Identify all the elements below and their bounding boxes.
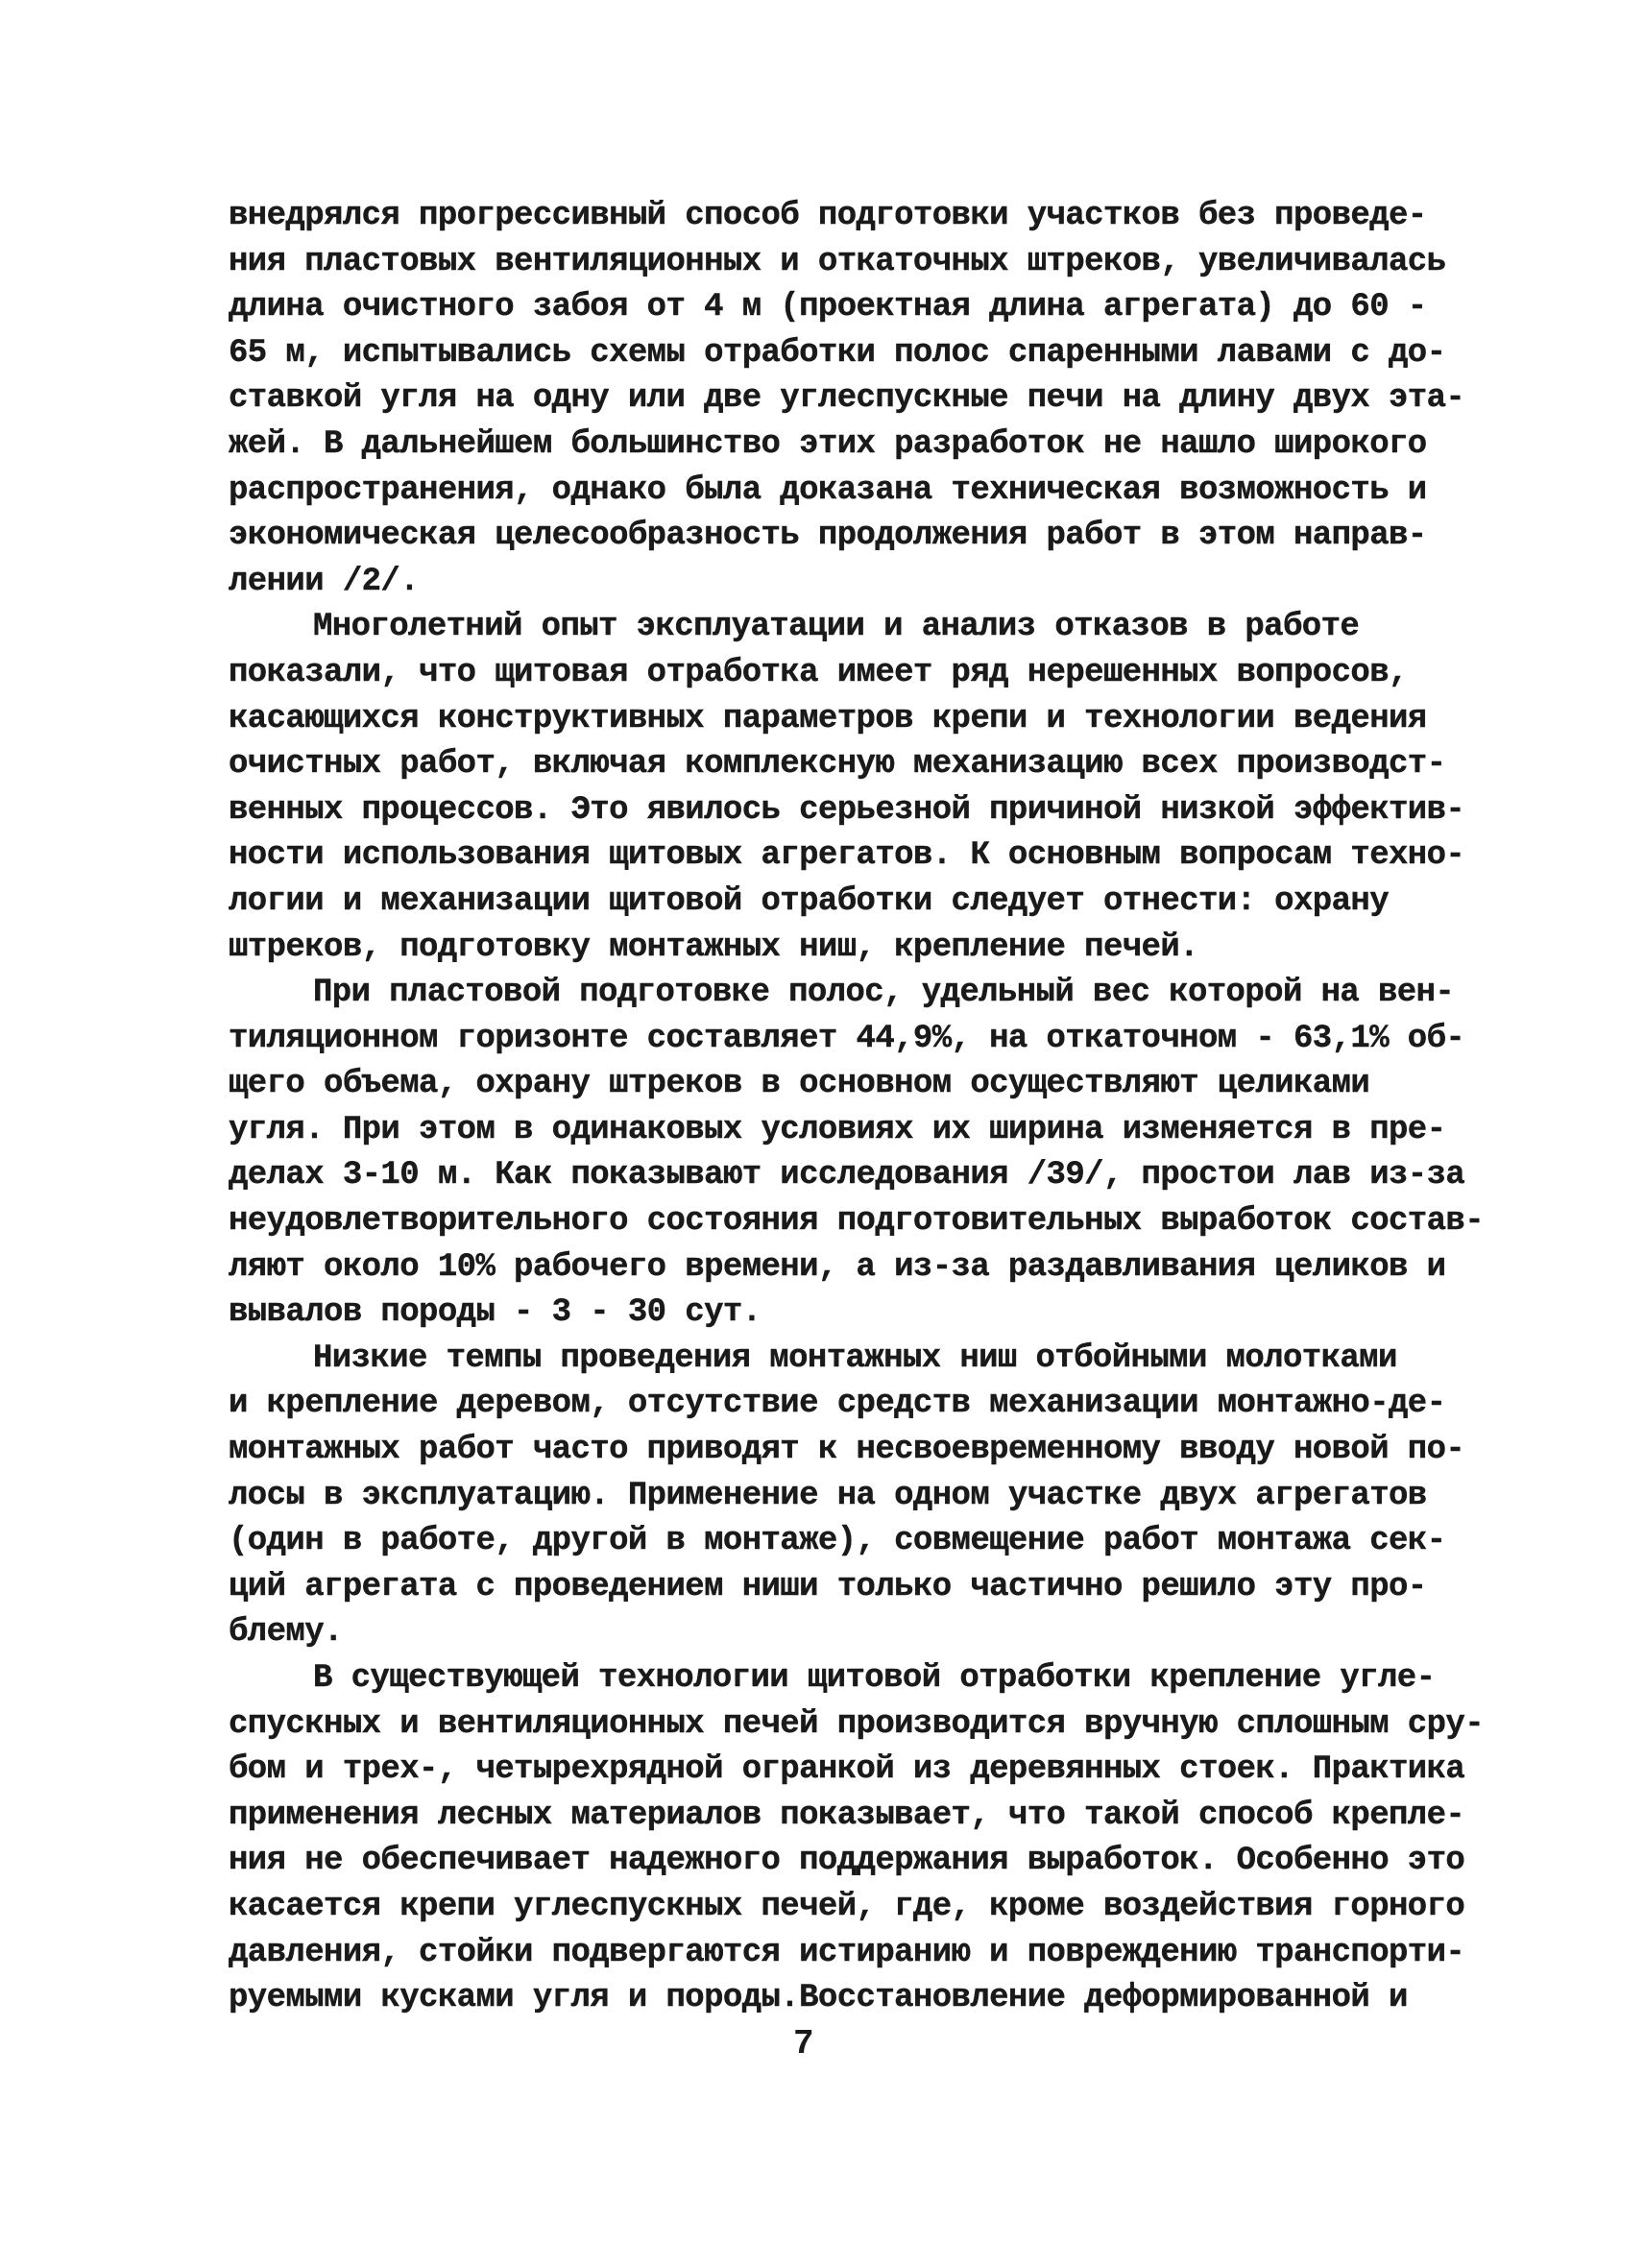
- paragraph: [229, 971, 1485, 1337]
- text-line: касающихся конструктивных параметров крепи и технологии ведения: [229, 700, 1427, 737]
- text-line: штреков, подготовку монтажных ниш, крепление печей.: [229, 929, 1198, 966]
- text-line: спускных и вентиляционных печей производится вручную сплошным сру-: [229, 1705, 1485, 1743]
- text-line: жей. В дальнейшем большинство этих разработок не нашло широкого: [229, 425, 1427, 463]
- text-line: 65 м, испытывались схемы отработки полос спаренными лавами с до-: [229, 334, 1446, 372]
- text-line: применения лесных материалов показывает, что такой способ крепле-: [229, 1797, 1465, 1834]
- text-line: монтажных работ часто приводят к несвоевременному вводу новой по-: [229, 1432, 1465, 1469]
- paragraph: [229, 605, 1467, 971]
- text-line: экономическая целесообразность продолжения работ в этом направ-: [229, 518, 1427, 555]
- text-line: В существующей технологии щитовой отработки крепление угле-: [313, 1660, 1436, 1697]
- text-line: бом и трех-, четырехрядной огранкой из деревянных стоек. Практика: [229, 1751, 1465, 1789]
- page-number: 7: [793, 2024, 814, 2063]
- body-text: [229, 194, 1485, 2022]
- text-line: ций агрегата с проведением ниши только частично решило эту про-: [229, 1568, 1427, 1605]
- text-line: делах 3-10 м. Как показывают исследования /39/, простои лав из-за: [229, 1157, 1465, 1194]
- text-line: длина очистного забоя от 4 м (проектная длина агрегата) до 60 -: [229, 289, 1427, 326]
- text-line: ляют около 10% рабочего времени, а из-за раздавливания целиков и: [229, 1248, 1446, 1286]
- text-line: очистных работ, включая комплексную механизацию всех производст-: [229, 746, 1446, 784]
- text-line: лосы в эксплуатацию. Применение на одном участке двух агрегатов: [229, 1477, 1427, 1514]
- text-line: ставкой угля на одну или две углеспускные печи на длину двух эта-: [229, 380, 1465, 418]
- text-line: ния пластовых вентиляционных и откаточных штреков, увеличивалась: [229, 243, 1446, 280]
- paragraph: [229, 1337, 1467, 1656]
- text-line: Многолетний опыт эксплуатации и анализ отказов в работе: [313, 609, 1360, 646]
- text-line: щего объема, охрану штреков в основном осуществляют целиками: [229, 1066, 1370, 1103]
- text-line: вывалов породы - 3 - 30 сут.: [229, 1294, 762, 1332]
- text-line: угля. При этом в одинаковых условиях их ширина изменяется в пре-: [229, 1111, 1446, 1148]
- paragraph: [229, 194, 1467, 605]
- text-line: показали, что щитовая отработка имеет ряд нерешенных вопросов,: [229, 654, 1408, 691]
- text-line: неудовлетворительного состояния подготовительных выработок состав-: [229, 1203, 1485, 1241]
- text-line: тиляционном горизонте составляет 44,9%, на откаточном - 63,1% об-: [229, 1020, 1465, 1057]
- text-line: При пластовой подготовке полос, удельный вес которой на вен-: [313, 975, 1455, 1012]
- text-line: лении /2/.: [229, 563, 420, 600]
- text-line: внедрялся прогрессивный способ подготовки участков без проведе-: [229, 198, 1427, 234]
- text-line: (один в работе, другой в монтаже), совмещение работ монтажа сек-: [229, 1523, 1446, 1560]
- text-line: касается крепи углеспускных печей, где, кроме воздействия горного: [229, 1888, 1465, 1925]
- text-line: и крепление деревом, отсутствие средств механизации монтажно-де-: [229, 1386, 1446, 1423]
- text-line: логии и механизации щитовой отработки следует отнести: охрану: [229, 882, 1390, 920]
- text-line: распространения, однако была доказана техническая возможность и: [229, 471, 1427, 509]
- text-line: давления, стойки подвергаются истиранию и повреждению транспорти-: [229, 1934, 1465, 1971]
- text-line: Низкие темпы проведения монтажных ниш отбойными молотками: [313, 1339, 1397, 1377]
- text-line: ния не обеспечивает надежного поддержания выработок. Особенно это: [229, 1843, 1465, 1880]
- text-line: ности использования щитовых агрегатов. К основным вопросам техно-: [229, 837, 1465, 875]
- text-line: венных процессов. Это явилось серьезной причиной низкой эффектив-: [229, 791, 1465, 829]
- paragraph: [229, 1656, 1485, 2022]
- text-line: блему.: [229, 1614, 343, 1652]
- text-line: руемыми кусками угля и породы.Восстановление деформированной и: [229, 1980, 1408, 2017]
